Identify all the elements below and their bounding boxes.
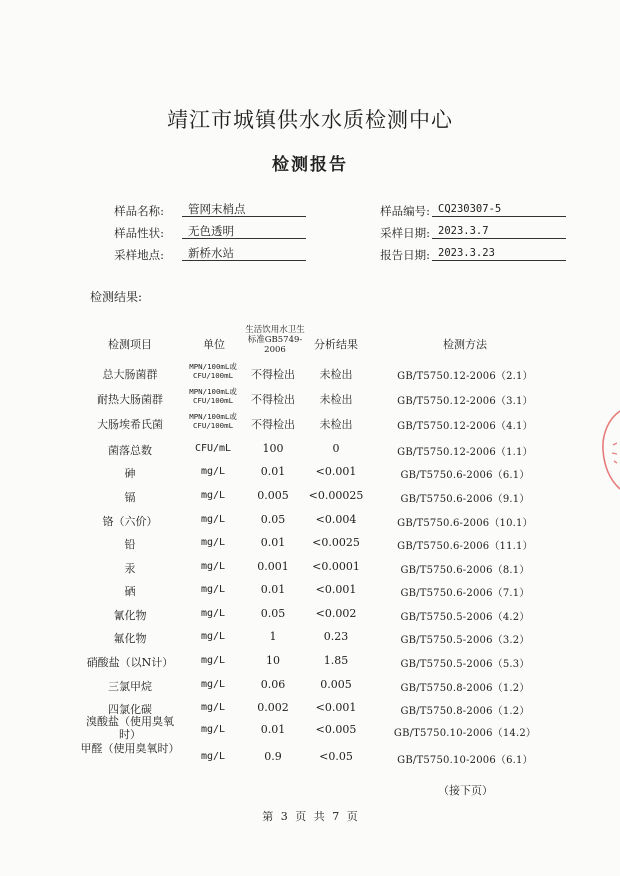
- row-method: GB/T5750.6-2006（6.1）: [400, 470, 530, 481]
- row-method: GB/T5750.10-2006（14.2）: [393, 728, 537, 739]
- row-limit: 0.01: [260, 723, 286, 736]
- column-header-result: 分析结果: [314, 338, 358, 351]
- row-method: GB/T5750.6-2006（10.1）: [397, 518, 533, 529]
- row-unit: MPN/100mL或CFU/100mL: [189, 387, 237, 405]
- row-limit: 0.05: [260, 607, 286, 620]
- row-item: 耐热大肠菌群: [97, 393, 163, 406]
- row-method: GB/T5750.5-2006（5.3）: [400, 659, 530, 670]
- row-item: 氰化物: [113, 609, 147, 622]
- sample-name-value: 管网末梢点: [182, 202, 306, 217]
- row-result: <0.005: [315, 723, 357, 736]
- row-result: <0.001: [315, 701, 357, 714]
- row-method: GB/T5750.6-2006（7.1）: [400, 588, 530, 599]
- continued-note: （接下页）: [438, 784, 493, 797]
- row-unit: mg/L: [200, 514, 226, 525]
- row-limit: 0.06: [260, 678, 286, 691]
- row-method: GB/T5750.12-2006（1.1）: [397, 447, 533, 458]
- sample-state-value: 无色透明: [182, 224, 306, 239]
- sampling-site-label: 采样地点:: [114, 248, 164, 262]
- row-method: GB/T5750.5-2006（4.2）: [400, 612, 530, 623]
- row-result: 未检出: [319, 418, 353, 431]
- sample-name-label: 样品名称:: [114, 204, 164, 218]
- row-unit: mg/L: [200, 490, 226, 501]
- seal-stamp-edge: [598, 405, 620, 495]
- row-item: 硝酸盐（以N计）: [86, 656, 174, 669]
- row-item: 溴酸盐（使用臭氧时）: [86, 715, 174, 741]
- row-limit: 0.005: [257, 489, 289, 502]
- sampling-site-value: 新桥水站: [182, 246, 306, 261]
- sample-state-label: 样品性状:: [114, 226, 164, 240]
- row-unit: mg/L: [200, 537, 226, 548]
- row-unit: MPN/100mL或CFU/100mL: [189, 412, 237, 430]
- seal-stamp-icon: [598, 405, 620, 495]
- row-limit: 0.001: [257, 560, 289, 573]
- row-unit: mg/L: [200, 655, 226, 666]
- report-date-label: 报告日期:: [380, 248, 430, 262]
- row-unit: mg/L: [200, 702, 226, 713]
- row-unit: mg/L: [200, 608, 226, 619]
- row-unit: mg/L: [200, 751, 226, 762]
- row-item: 汞: [124, 562, 136, 575]
- row-result: <0.0025: [312, 536, 360, 549]
- row-unit: mg/L: [200, 679, 226, 690]
- row-limit: 10: [266, 654, 280, 667]
- report-date-value: 2023.3.23: [432, 246, 566, 261]
- row-unit: mg/L: [200, 631, 226, 642]
- row-limit: 1: [269, 630, 277, 643]
- row-result: <0.001: [315, 583, 357, 596]
- row-result: 未检出: [319, 368, 353, 381]
- row-unit: mg/L: [200, 584, 226, 595]
- row-item: 氟化物: [113, 632, 147, 645]
- row-method: GB/T5750.5-2006（3.2）: [400, 635, 530, 646]
- row-result: 未检出: [319, 393, 353, 406]
- row-method: GB/T5750.12-2006（4.1）: [397, 421, 533, 432]
- row-result: <0.05: [319, 750, 353, 763]
- row-limit: 0.01: [260, 536, 286, 549]
- row-item: 三氯甲烷: [108, 680, 152, 693]
- row-unit: MPN/100mL或CFU/100mL: [189, 362, 237, 380]
- row-limit: 不得检出: [251, 368, 295, 381]
- column-header-limit: 生活饮用水卫生标准GB5749-2006: [245, 325, 305, 355]
- row-result: <0.00025: [308, 489, 364, 502]
- row-unit: mg/L: [200, 724, 226, 735]
- row-item: 总大肠菌群: [102, 368, 158, 381]
- row-unit: mg/L: [200, 466, 226, 477]
- row-method: GB/T5750.8-2006（1.2）: [400, 706, 530, 717]
- page-number: 第 3 页 共 7 页: [262, 810, 358, 823]
- row-limit: 0.05: [260, 513, 286, 526]
- column-header-unit: 单位: [203, 338, 225, 351]
- row-result: 0: [332, 442, 340, 455]
- row-result: 0.005: [320, 678, 352, 691]
- column-header-method: 检测方法: [443, 338, 487, 351]
- row-limit: 不得检出: [251, 393, 295, 406]
- row-limit: 100: [262, 442, 284, 455]
- row-limit: 不得检出: [251, 418, 295, 431]
- row-item: 四氯化碳: [108, 703, 152, 716]
- row-limit: 0.9: [264, 750, 282, 763]
- sample-no-value: CQ230307-5: [432, 202, 566, 217]
- row-method: GB/T5750.12-2006（3.1）: [397, 396, 533, 407]
- row-item: 菌落总数: [108, 444, 152, 457]
- row-item: 硒: [124, 585, 136, 598]
- row-item: 铬（六价）: [102, 515, 158, 528]
- row-method: GB/T5750.8-2006（1.2）: [400, 683, 530, 694]
- row-result: <0.004: [315, 513, 357, 526]
- row-limit: 0.002: [257, 701, 289, 714]
- row-method: GB/T5750.6-2006（11.1）: [397, 541, 533, 552]
- row-method: GB/T5750.12-2006（2.1）: [397, 371, 533, 382]
- row-item: 甲醛（使用臭氧时）: [80, 742, 180, 755]
- row-result: <0.002: [315, 607, 357, 620]
- column-header-item: 检测项目: [108, 338, 152, 351]
- row-item: 铅: [124, 538, 136, 551]
- row-method: GB/T5750.10-2006（6.1）: [397, 755, 533, 766]
- row-item: 镉: [124, 491, 136, 504]
- row-unit: mg/L: [200, 561, 226, 572]
- row-result: 1.85: [323, 654, 349, 667]
- row-result: <0.001: [315, 465, 357, 478]
- report-title: 检测报告: [272, 155, 348, 175]
- sampling-date-label: 采样日期:: [380, 226, 430, 240]
- row-limit: 0.01: [260, 465, 286, 478]
- sampling-date-value: 2023.3.7: [432, 224, 566, 239]
- row-method: GB/T5750.6-2006（8.1）: [400, 565, 530, 576]
- organization-title: 靖江市城镇供水水质检测中心: [167, 108, 453, 132]
- row-result: 0.23: [323, 630, 349, 643]
- row-unit: CFU/mL: [194, 443, 232, 454]
- row-limit: 0.01: [260, 583, 286, 596]
- row-result: <0.0001: [312, 560, 360, 573]
- row-item: 砷: [124, 467, 136, 480]
- row-item: 大肠埃希氏菌: [97, 418, 163, 431]
- row-method: GB/T5750.6-2006（9.1）: [400, 494, 530, 505]
- results-section-title: 检测结果:: [90, 290, 143, 304]
- sample-no-label: 样品编号:: [380, 204, 430, 218]
